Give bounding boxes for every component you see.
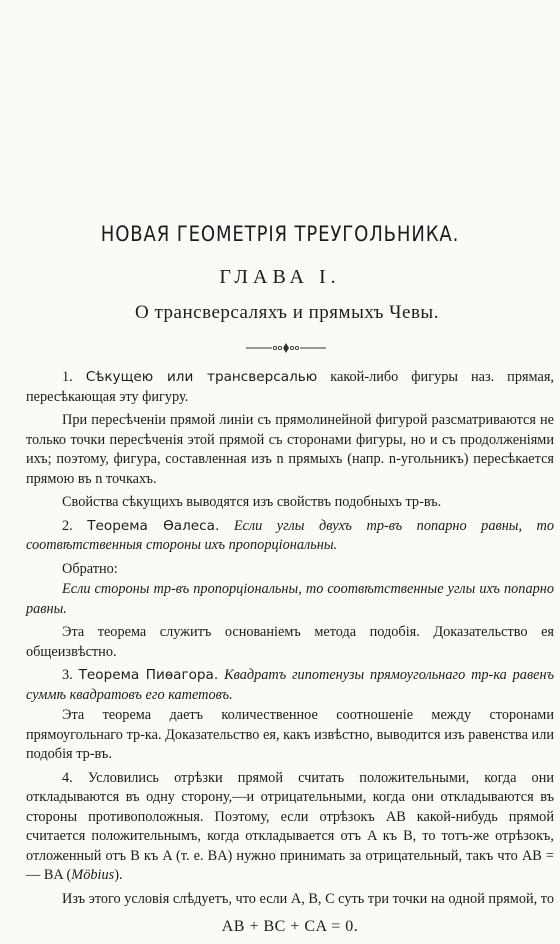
closing-punctuation: ). bbox=[114, 867, 123, 883]
paragraph-signed-segments bbox=[26, 769, 554, 886]
mobius-name: Möbius bbox=[71, 867, 115, 883]
page-title: НОВАЯ ГЕОМЕТРІЯ ТРЕУГОЛЬНИКА. bbox=[100, 222, 460, 246]
thales-statement: Если углы двухъ тр-въ попарно равны, то соотвѣтственныя стороны ихъ пропорціональны. bbox=[26, 517, 555, 553]
paragraph-pythagoras-theorem bbox=[26, 666, 554, 705]
section-number: 2. bbox=[62, 517, 88, 534]
section-number: 3. bbox=[62, 667, 79, 683]
paragraph-intersection: При пересѣченіи прямой линіи съ прямолинейной фигурой разсматриваются не только точки пересѣченія этой прямой съ сторонами фигуры, но и съ продолженіями ихъ; поэтому, фигура, составленная изъ n прямыхъ (напр. n-угольникъ) пересѣкается прямою въ n точкахъ. bbox=[26, 412, 554, 487]
term-secant: Сѣкущею или трансверсалью bbox=[85, 369, 318, 385]
chapter-subtitle: О трансверсаляхъ и прямыхъ Чевы. bbox=[135, 302, 439, 323]
paragraph-condition: Изъ этого условія слѣдуетъ, что если A, B, C суть три точки на одной прямой, то bbox=[62, 890, 555, 907]
chapter-heading: ГЛАВА I. bbox=[219, 266, 341, 288]
definition-text: какой-либо фигуры наз. прямая, пересѣкающая эту фигуру. bbox=[26, 369, 555, 405]
formula: AB + BC + CA = 0. bbox=[221, 918, 359, 935]
term-thales: Теорема Ѳалеса. bbox=[87, 517, 220, 534]
paragraph-thales bbox=[26, 517, 554, 556]
page-body bbox=[26, 368, 554, 937]
ornament-divider bbox=[246, 342, 326, 354]
paragraph-converse-label: Обратно: bbox=[62, 560, 118, 577]
paragraph-similarity-method: Эта теорема служитъ основаніемъ метода подобія. Доказательство ея общеизвѣстно. bbox=[26, 624, 554, 660]
signed-segments-text: 4. Условились отрѣзки прямой считать положительными, когда они откладываются въ одну сторону,—и отрицательными, когда они откладываются въ стороны противоположныя. Поэтому, если отрѣзокъ AB какой-нибудь прямой считается положительнымъ, когда откладывается отъ A къ B, то тотъ-же отрѣзокъ, отложенный отъ B къ A (т. е. BA) нужно принимать за отрицательный, такъ что AB = — BA ( bbox=[26, 769, 554, 883]
pythagoras-statement: Квадратъ гипотенузы прямоугольнаго тр-ка равенъ суммѣ квадратовъ его катетовъ. bbox=[26, 667, 555, 703]
paragraph-properties: Свойства сѣкущихъ выводятся изъ свойствъ подобныхъ тр-въ. bbox=[62, 494, 442, 510]
paragraph-pythagoras-note: Эта теорема даетъ количественное соотношеніе между сторонами прямоугольнаго тр-ка. Доказательство ея, какъ извѣстно, выводится изъ равенства или подобія тр-въ. bbox=[26, 707, 554, 762]
paragraph-converse: Если стороны тр-въ пропорціональны, то соотвѣтственные углы ихъ попарно равны. bbox=[26, 581, 554, 617]
term-pythagoras: Теорема Пиѳагора. bbox=[78, 667, 219, 683]
section-number: 1. bbox=[62, 369, 86, 385]
paragraph-secant-definition bbox=[26, 368, 554, 407]
